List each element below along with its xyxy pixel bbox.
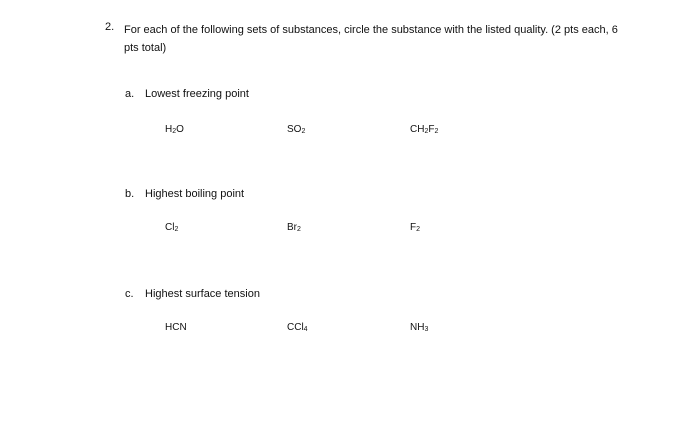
part-b-label: b.: [125, 188, 135, 200]
choice-h2o[interactable]: $H_2O$: [165, 124, 184, 135]
part-c-title: Highest surface tension: [145, 288, 260, 300]
part-a-title: Lowest freezing point: [145, 88, 249, 100]
part-c-label: c.: [125, 288, 134, 300]
question-text: For each of the following sets of substances, circle the substance with the listed quality. (2 pts each, 6 pts total): [124, 24, 618, 54]
choice-br2[interactable]: $Br_2$: [287, 222, 301, 233]
choice-ch2f2[interactable]: $CH_2F_2$: [410, 124, 439, 135]
choice-f2[interactable]: $F_2$: [410, 222, 421, 233]
question-number: 2.: [105, 21, 115, 33]
choice-hcn[interactable]: HCN: [165, 322, 187, 333]
choice-nh3[interactable]: $NH_3$: [410, 322, 429, 333]
choice-ccl4[interactable]: CCl$_4$: [287, 322, 308, 333]
choice-so2[interactable]: $SO_2$: [287, 124, 306, 135]
choice-cl2[interactable]: $Cl_2$: [165, 222, 179, 233]
part-a-label: a.: [125, 88, 135, 100]
part-b-title: Highest boiling point: [145, 188, 245, 200]
